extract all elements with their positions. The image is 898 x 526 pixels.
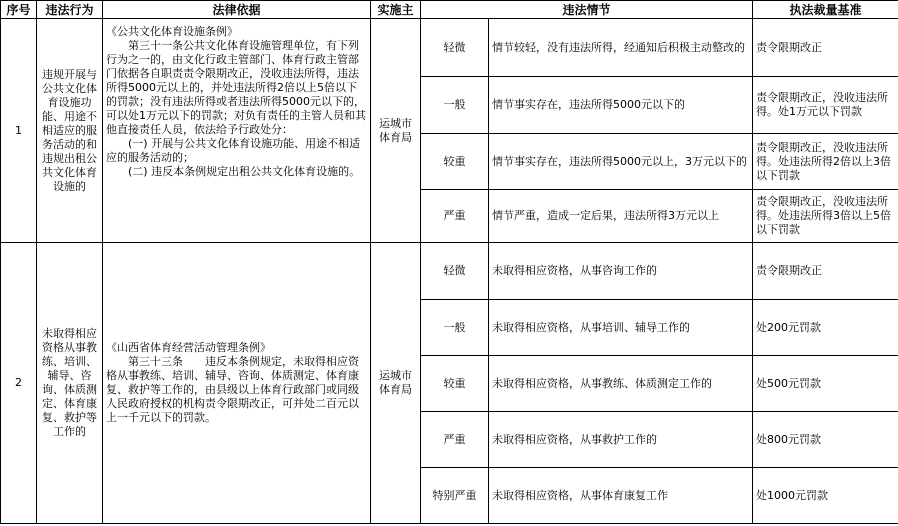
circumstance: 未取得相应资格，从事教练、体质测定工作的 bbox=[489, 356, 753, 412]
basis-body: 第三十一条公共文化体育设施管理单位，有下列行为之一的，由文化行政主管部门、体育行政主管部门依据各自职责责令限期改正，没收违法所得，违法所得5000元以上的，并处违法所得2倍以上5倍以下的罚款；没有违法所得或者违法所得5000元以下的，可以处1万元以下的罚款；对负有责任的主管人员和其他直接责任人员，依法给予行政处分： bbox=[106, 39, 366, 136]
header-row bbox=[1, 1, 898, 19]
circumstance: 未取得相应资格，从事咨询工作的 bbox=[489, 243, 753, 300]
row-number: 2 bbox=[1, 243, 37, 524]
basis-item: (一) 开展与公共文化体育设施功能、用途不相适应的服务活动的； bbox=[106, 137, 361, 164]
circumstance: 情节较轻，没有违法所得，经通知后积极主动整改的 bbox=[489, 19, 753, 77]
basis-item: (二) 违反本条例规定出租公共文化体育设施的。 bbox=[106, 165, 361, 178]
penalty-standard: 处800元罚款 bbox=[753, 412, 898, 468]
basis-title: 《山西省体育经营活动管理条例》 bbox=[106, 341, 271, 354]
header-agency: 实施主 bbox=[371, 1, 421, 19]
header-num: 序号 bbox=[1, 1, 37, 19]
severity-level: 轻微 bbox=[421, 19, 489, 77]
penalty-standard: 责令限期改正，没收违法所得。处违法所得3倍以上5倍以下罚款 bbox=[753, 190, 898, 243]
severity-level: 一般 bbox=[421, 77, 489, 134]
severity-level: 严重 bbox=[421, 412, 489, 468]
table-row bbox=[1, 19, 898, 77]
table-row bbox=[1, 243, 898, 300]
penalty-standard: 责令限期改正，没收违法所得。处1万元以下罚款 bbox=[753, 77, 898, 134]
agency: 运城市体育局 bbox=[371, 19, 421, 243]
penalty-standard: 处200元罚款 bbox=[753, 300, 898, 356]
violation-behavior: 未取得相应资格从事教练、培训、辅导、咨询、体质测定、体育康复、救护等工作的 bbox=[37, 243, 103, 524]
circumstance: 未取得相应资格，从事救护工作的 bbox=[489, 412, 753, 468]
circumstance: 未取得相应资格，从事培训、辅导工作的 bbox=[489, 300, 753, 356]
severity-level: 严重 bbox=[421, 190, 489, 243]
severity-level: 一般 bbox=[421, 300, 489, 356]
severity-level: 轻微 bbox=[421, 243, 489, 300]
severity-level: 较重 bbox=[421, 356, 489, 412]
violation-behavior: 违规开展与公共文化体育设施功能、用途不相适应的服务活动的和违规出租公共文化体育设施的 bbox=[37, 19, 103, 243]
severity-level: 较重 bbox=[421, 134, 489, 190]
agency: 运城市体育局 bbox=[371, 243, 421, 524]
penalty-standard: 处500元罚款 bbox=[753, 356, 898, 412]
header-circumstance: 违法情节 bbox=[421, 1, 753, 19]
penalty-standard: 责令限期改正，没收违法所得。处违法所得2倍以上3倍以下罚款 bbox=[753, 134, 898, 190]
penalty-standard: 处1000元罚款 bbox=[753, 468, 898, 524]
penalty-standard: 责令限期改正 bbox=[753, 243, 898, 300]
row-number: 1 bbox=[1, 19, 37, 243]
circumstance: 情节严重，造成一定后果，违法所得3万元以上 bbox=[489, 190, 753, 243]
basis-title: 《公共文化体育设施条例》 bbox=[106, 25, 238, 38]
basis-body: 第三十三条 违反本条例规定，未取得相应资格从事教练、培训、辅导、咨询、体质测定、体育康复、救护等工作的，由县级以上体育行政部门或同级人民政府授权的机构责令限期改正，可并处二百元以上一千元以下的罚款。 bbox=[106, 355, 359, 424]
circumstance: 未取得相应资格，从事体育康复工作 bbox=[489, 468, 753, 524]
circumstance: 情节事实存在，违法所得5000元以下的 bbox=[489, 77, 753, 134]
header-basis: 法律依据 bbox=[103, 1, 371, 19]
severity-level: 特别严重 bbox=[421, 468, 489, 524]
penalty-standard: 责令限期改正 bbox=[753, 19, 898, 77]
header-standard: 执法裁量基准 bbox=[753, 1, 898, 19]
legal-basis bbox=[103, 19, 371, 243]
circumstance: 情节事实存在，违法所得5000元以上，3万元以下的 bbox=[489, 134, 753, 190]
header-behavior: 违法行为 bbox=[37, 1, 103, 19]
legal-basis bbox=[103, 243, 371, 524]
